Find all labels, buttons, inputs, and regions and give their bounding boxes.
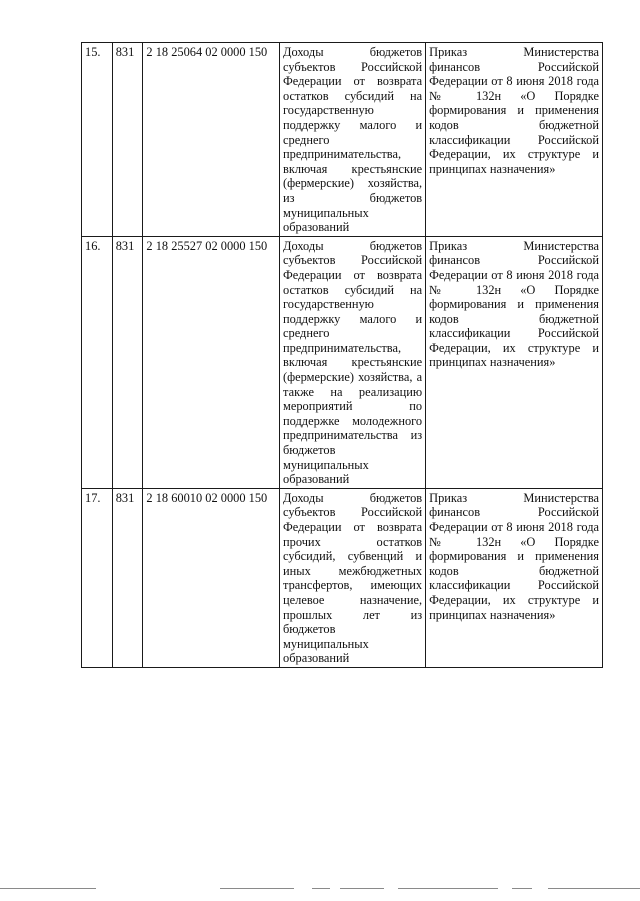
table-row (82, 488, 603, 667)
legal-basis: Приказ Министерства финансов Российской Федерации от 8 июня 2018 года № 132н «О Порядке формирования и применения кодов бюджетной классификации Российской Федерации, их структуре и принципах назначения» (426, 43, 603, 237)
administrator-code: 831 (112, 488, 143, 667)
revenue-name: Доходы бюджетов субъектов Российской Федерации от возврата остатков субсидий на государственную поддержку малого и среднего предпринимательства, включая крестьянские (фермерские) хозяйства, а также на реализацию мероприятий по поддержке молодежного предпринимательства из бюджетов муниципальных образований (280, 236, 426, 488)
administrator-code: 831 (112, 236, 143, 488)
budget-classification-code: 2 18 60010 02 0000 150 (143, 488, 280, 667)
revenue-name: Доходы бюджетов субъектов Российской Федерации от возврата прочих остатков субсидий, субвенций и иных межбюджетных трансфертов, имеющих целевое назначение, прошлых лет из бюджетов муниципальных образований (280, 488, 426, 667)
legal-basis: Приказ Министерства финансов Российской Федерации от 8 июня 2018 года № 132н «О Порядке формирования и применения кодов бюджетной классификации Российской Федерации, их структуре и принципах назначения» (426, 236, 603, 488)
budget-classification-code: 2 18 25527 02 0000 150 (143, 236, 280, 488)
table-row (82, 236, 603, 488)
legal-basis: Приказ Министерства финансов Российской Федерации от 8 июня 2018 года № 132н «О Порядке формирования и применения кодов бюджетной классификации Российской Федерации, их структуре и принципах назначения» (426, 488, 603, 667)
row-number: 16. (82, 236, 113, 488)
row-number: 17. (82, 488, 113, 667)
administrator-code: 831 (112, 43, 143, 237)
row-number: 15. (82, 43, 113, 237)
revenue-codes-table (81, 42, 603, 668)
scan-edge-artifacts (0, 885, 640, 893)
budget-classification-code: 2 18 25064 02 0000 150 (143, 43, 280, 237)
table-row (82, 43, 603, 237)
revenue-name: Доходы бюджетов субъектов Российской Федерации от возврата остатков субсидий на государственную поддержку малого и среднего предпринимательства, включая крестьянские (фермерские) хозяйства, из бюджетов муниципальных образований (280, 43, 426, 237)
